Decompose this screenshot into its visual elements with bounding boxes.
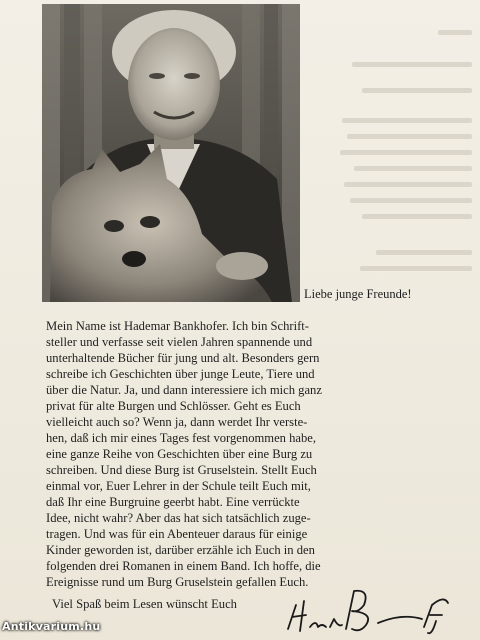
author-signature: [282, 583, 462, 635]
watermark: Antikvarium.hu: [2, 620, 101, 633]
letter-line: schreiben. Und diese Burg ist Gruselstein. Stellt Euch: [46, 463, 317, 477]
letter-line: daß Ihr eine Burgruine geerbt habt. Eine verrückte: [46, 495, 300, 509]
letter-line: eine ganze Reihe von Geschichten über eine Burg zu: [46, 447, 313, 461]
author-photo: [42, 4, 300, 302]
letter-line: einmal vor, Euer Lehrer in der Schule teilt Euch mit,: [46, 479, 311, 493]
show-through-text: [320, 0, 480, 300]
letter-body: [46, 318, 446, 590]
letter-line: privat für alte Burgen und Schlösser. Geht es Euch: [46, 399, 301, 413]
letter-line: Ereignisse rund um Burg Gruselstein gefallen Euch.: [46, 575, 309, 589]
letter-line: steller und verfasse seit vielen Jahren spannende und: [46, 335, 313, 349]
letter-line: Mein Name ist Hademar Bankhofer. Ich bin Schrift-: [46, 319, 309, 333]
greeting: Liebe junge Freunde!: [304, 287, 412, 301]
author-with-dog-image: [42, 4, 300, 302]
letter-line: tragen. Und was für ein Abenteuer daraus für einige: [46, 527, 308, 541]
letter-line: unterhaltende Bücher für jung und alt. Besonders gern: [46, 351, 320, 365]
letter-line: Idee, nicht wahr? Aber das hat sich tatsächlich zuge-: [46, 511, 311, 525]
letter-line: über die Natur. Ja, und dann interessiere ich mich ganz: [46, 383, 322, 397]
letter-line: hen, daß ich mir eines Tages fest vorgenommen habe,: [46, 431, 317, 445]
letter-line: schreibe ich Geschichten über junge Leute, Tiere und: [46, 367, 315, 381]
letter-line: vielleicht auch so? Wenn ja, dann werdet Ihr verste-: [46, 415, 308, 429]
closing-line: Viel Spaß beim Lesen wünscht Euch: [52, 597, 237, 611]
letter-line: Kinder geworden ist, darüber erzähle ich Euch in den: [46, 543, 315, 557]
letter-line: folgenden drei Romanen in einem Band. Ich hoffe, die: [46, 559, 321, 573]
